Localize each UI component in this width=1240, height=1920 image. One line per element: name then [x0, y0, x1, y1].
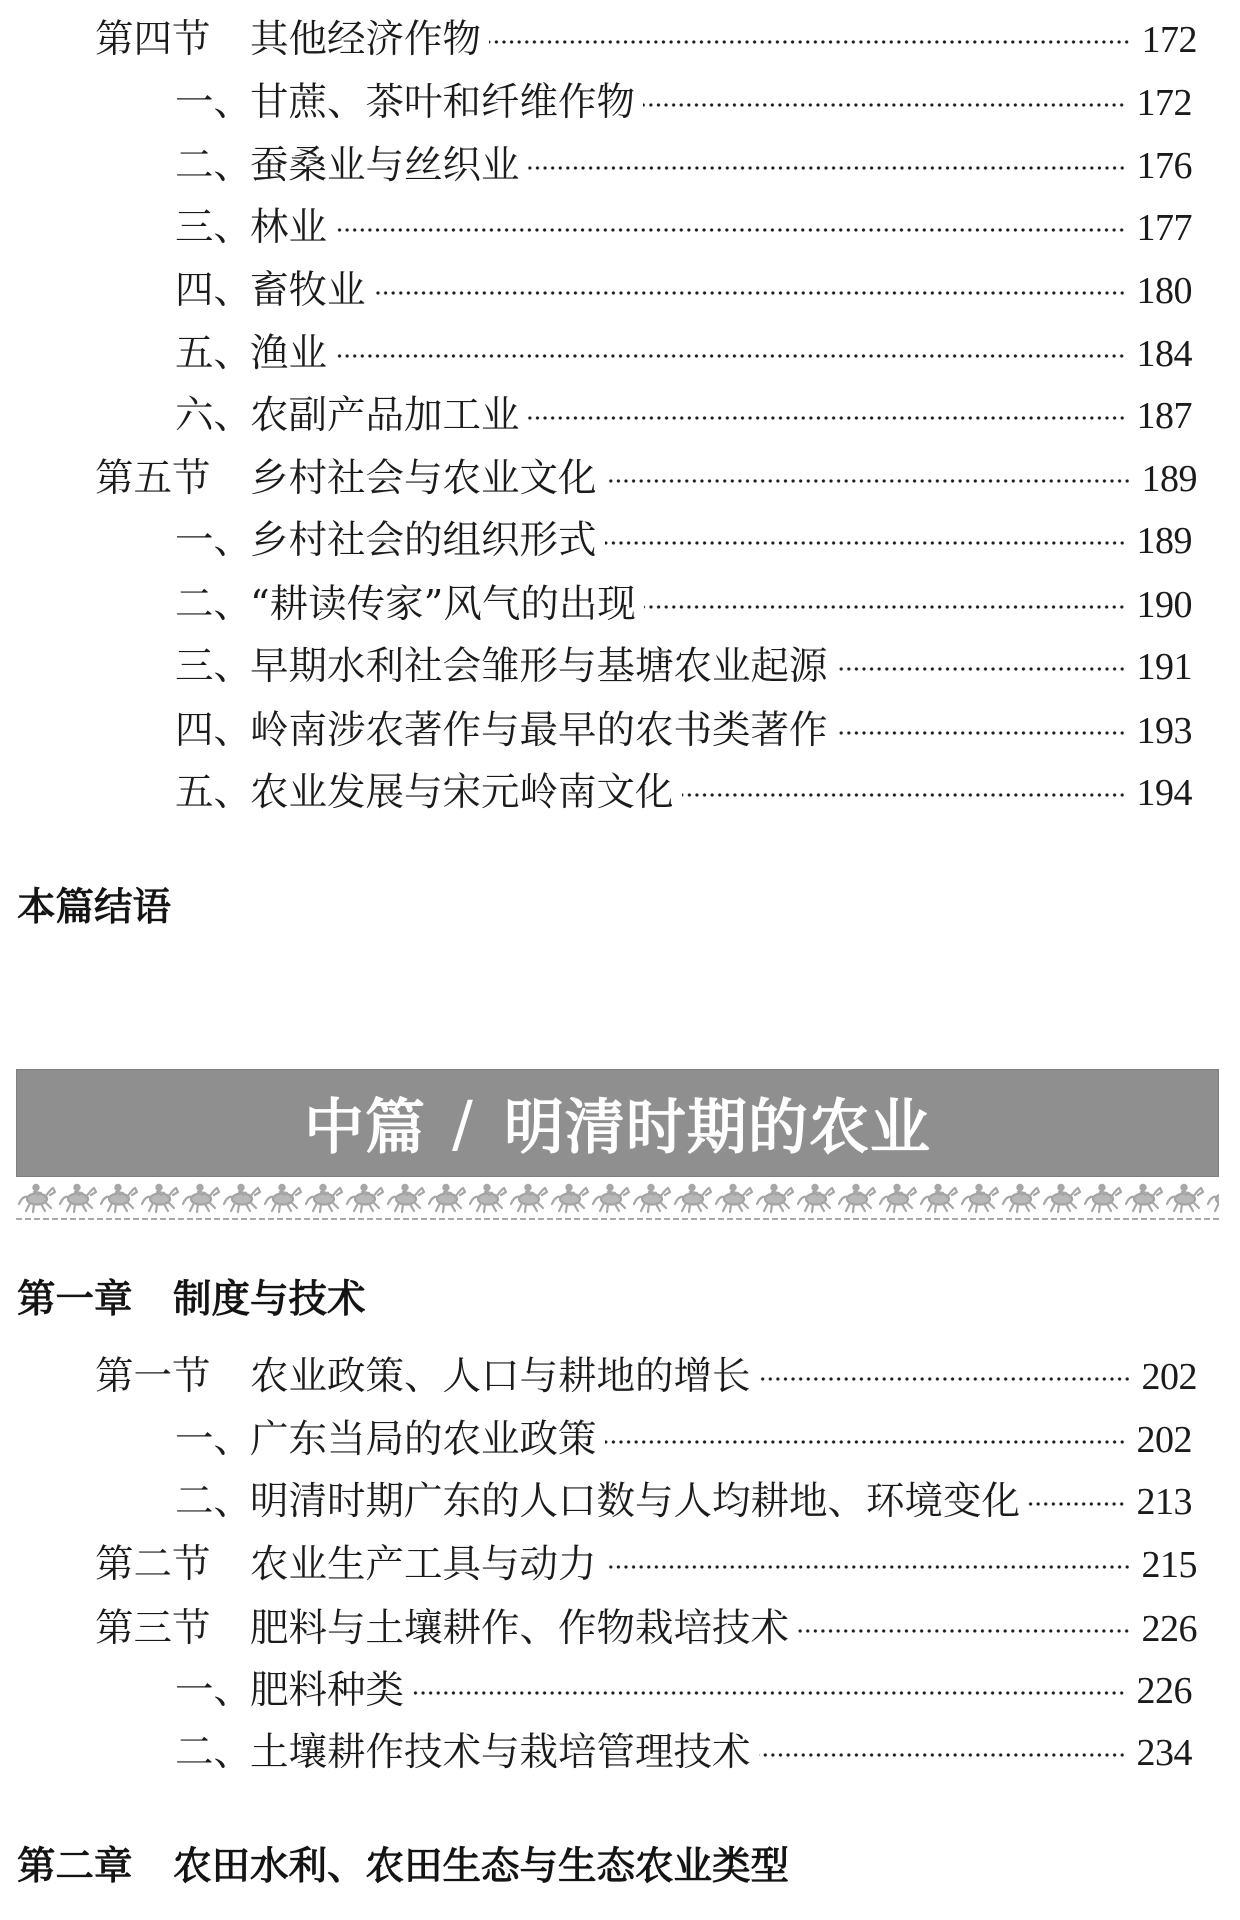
section-number: 第三节: [95, 1606, 211, 1651]
item-number: 一、: [175, 80, 253, 125]
toc-item-entry: [175, 1660, 1192, 1722]
page-number: 213: [1136, 1481, 1192, 1523]
toc-item-entry: [175, 636, 1192, 698]
part-banner-title: 明清时期的农业: [503, 1093, 931, 1163]
dot-leader: [836, 666, 1126, 672]
page-number: 202: [1136, 1419, 1192, 1461]
item-number: 六、: [175, 393, 253, 438]
page-number: 215: [1141, 1544, 1197, 1586]
dot-leader: [1028, 1501, 1125, 1507]
section-title: 农业政策、人口与耕地的增长: [250, 1354, 751, 1399]
item-number: 三、: [175, 205, 253, 250]
item-number: 二、: [175, 1730, 253, 1775]
item-title: 肥料种类: [250, 1668, 405, 1713]
dot-leader: [759, 1376, 1131, 1382]
page-number: 234: [1136, 1732, 1192, 1774]
item-title: 林业: [250, 205, 328, 250]
toc-item-entry: [175, 1409, 1192, 1471]
page-number: 177: [1136, 207, 1192, 249]
toc-item-entry: [175, 574, 1192, 636]
page-number: 189: [1136, 520, 1192, 562]
chapter-heading: [17, 1269, 366, 1331]
item-title: 农业发展与宋元岭南文化: [250, 770, 674, 815]
dot-leader: [489, 39, 1130, 45]
dot-leader: [335, 353, 1125, 359]
item-number: 一、: [175, 1417, 253, 1462]
toc-item-entry: [175, 135, 1192, 197]
page-number: 187: [1136, 395, 1192, 437]
dot-leader: [797, 1628, 1130, 1634]
item-number: 二、: [175, 143, 253, 188]
section-number: 第一节: [95, 1354, 211, 1399]
dot-leader: [528, 415, 1126, 421]
part-banner-separator: /: [452, 1086, 474, 1160]
chapter-number: 第一章: [17, 1277, 133, 1322]
dot-leader: [682, 792, 1126, 798]
toc-item-entry: [175, 1471, 1192, 1533]
item-title: 乡村社会的组织形式: [250, 518, 597, 563]
item-number: 三、: [175, 644, 253, 689]
toc-item-entry: [175, 385, 1192, 447]
dot-leader: [412, 1690, 1125, 1696]
section-number: 第四节: [95, 17, 211, 62]
dot-leader: [605, 1439, 1126, 1445]
part-banner: [16, 1069, 1219, 1177]
toc-item-entry: [175, 700, 1192, 762]
toc-section-entry: [95, 9, 1197, 71]
page-number: 202: [1141, 1356, 1197, 1398]
page-number: 176: [1136, 145, 1192, 187]
page-number: 193: [1136, 710, 1192, 752]
item-number: 四、: [175, 268, 253, 313]
toc-item-entry: [175, 72, 1192, 134]
toc-item-entry: [175, 197, 1192, 259]
section-number: 第五节: [95, 456, 211, 501]
page-number: 194: [1136, 772, 1192, 814]
toc-item-entry: [175, 323, 1192, 385]
toc-item-entry: [175, 762, 1192, 824]
chapter-number: 第二章: [17, 1844, 133, 1889]
page-number: 226: [1141, 1608, 1197, 1650]
dot-leader: [643, 102, 1125, 108]
item-number: 一、: [175, 518, 253, 563]
dot-leader: [605, 1564, 1131, 1570]
page-number: 191: [1136, 646, 1192, 688]
dot-leader: [528, 165, 1126, 171]
part-conclusion-heading: [17, 877, 171, 939]
page-number: 184: [1136, 333, 1192, 375]
page-number: 190: [1136, 584, 1192, 626]
page-number: 180: [1136, 270, 1192, 312]
dot-leader: [374, 290, 1126, 296]
item-number: 一、: [175, 1668, 253, 1713]
item-number: 五、: [175, 331, 253, 376]
item-title: 渔业: [250, 331, 328, 376]
toc-item-entry: [175, 260, 1192, 322]
dashed-divider: [16, 1218, 1219, 1220]
part-banner-part: 中篇: [304, 1093, 427, 1163]
item-title: 明清时期广东的人口数与人均耕地、环境变化: [250, 1479, 1021, 1524]
chapter-heading: [17, 1836, 789, 1898]
item-number: 四、: [175, 708, 253, 753]
toc-section-entry: [95, 448, 1197, 510]
section-title: 肥料与土壤耕作、作物栽培技术: [250, 1606, 790, 1651]
chapter-title: 制度与技术: [173, 1277, 366, 1322]
dot-leader: [836, 730, 1126, 736]
dot-leader: [644, 604, 1126, 610]
section-number: 第二节: [95, 1542, 211, 1587]
toc-section-entry: [95, 1598, 1197, 1660]
section-title: 乡村社会与农业文化: [250, 456, 597, 501]
item-title: 蚕桑业与丝织业: [250, 143, 520, 188]
dot-leader: [759, 1752, 1126, 1758]
item-title: 畜牧业: [250, 268, 366, 313]
item-title: “耕读传家”风气的出现: [250, 582, 636, 627]
section-title: 其他经济作物: [250, 17, 482, 62]
item-title: 岭南涉农著作与最早的农书类著作: [250, 708, 828, 753]
item-title: 广东当局的农业政策: [250, 1417, 597, 1462]
page-number: 189: [1141, 458, 1197, 500]
page-number: 226: [1136, 1670, 1192, 1712]
toc-section-entry: [95, 1346, 1197, 1408]
toc-section-entry: [95, 1534, 1197, 1596]
page-number: 172: [1136, 82, 1192, 124]
item-number: 二、: [175, 1479, 253, 1524]
part-conclusion-title: 本篇结语: [17, 885, 172, 930]
dot-leader: [335, 227, 1125, 233]
item-title: 土壤耕作技术与栽培管理技术: [250, 1730, 751, 1775]
toc-item-entry: [175, 1722, 1192, 1784]
chapter-title: 农田水利、农田生态与生态农业类型: [173, 1844, 790, 1889]
item-number: 二、: [175, 582, 253, 627]
section-title: 农业生产工具与动力: [250, 1542, 597, 1587]
item-title: 甘蔗、茶叶和纤维作物: [250, 80, 636, 125]
item-title: 早期水利社会雏形与基塘农业起源: [250, 644, 828, 689]
dot-leader: [605, 478, 1131, 484]
dot-leader: [605, 540, 1126, 546]
page-number: 172: [1141, 19, 1197, 61]
toc-item-entry: [175, 510, 1192, 572]
item-title: 农副产品加工业: [250, 393, 520, 438]
item-number: 五、: [175, 770, 253, 815]
ornamental-border-icon: [16, 1183, 1219, 1213]
